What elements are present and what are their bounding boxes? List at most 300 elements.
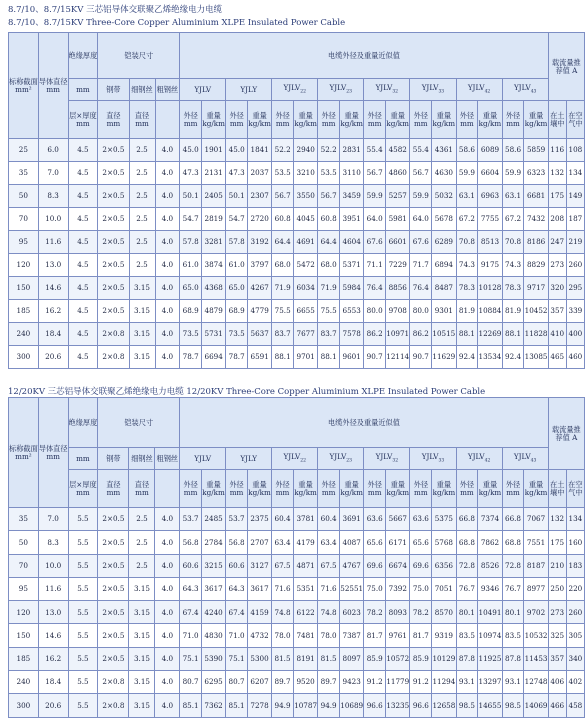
table-cell: 3110 — [340, 162, 364, 185]
table-cell: 95 — [9, 577, 39, 600]
table-cell: 2940 — [294, 139, 318, 162]
header-weight: 重量 kg/km — [524, 101, 548, 139]
table-cell: 4.0 — [155, 254, 180, 277]
table-cell: 357 — [548, 647, 566, 670]
table-cell: 81.5 — [318, 647, 340, 670]
table-cell: 3459 — [340, 185, 364, 208]
header-od-weight: 电缆外径及重量近似值 — [180, 33, 549, 79]
table-cell: 2.5 — [129, 185, 155, 208]
table-cell: 465 — [548, 346, 566, 369]
table-cell: 20.6 — [38, 346, 68, 369]
table-cell: 53.5 — [318, 162, 340, 185]
table-cell: 149 — [566, 185, 584, 208]
table-cell: 5.5 — [68, 577, 98, 600]
table-cell: 4732 — [247, 624, 271, 647]
table-row — [9, 671, 585, 694]
table-row — [9, 508, 585, 531]
table-cell: 7278 — [247, 694, 271, 717]
table-cell: 5.5 — [68, 694, 98, 717]
table-cell: 325 — [548, 624, 566, 647]
table-cell: 4087 — [340, 531, 364, 554]
table-cell: 5981 — [386, 208, 410, 231]
header-model-5: $YJLV_{33}$ — [410, 448, 456, 470]
table-cell: 4045 — [294, 208, 318, 231]
header-armour: 铠装尺寸 — [98, 33, 180, 79]
table-cell: 4.0 — [155, 208, 180, 231]
table-cell: 12114 — [386, 346, 410, 369]
table-cell: 61.0 — [180, 254, 202, 277]
table-cell: 10974 — [478, 624, 502, 647]
table-cell: 45.0 — [180, 139, 202, 162]
table-cell: 2×0.5 — [98, 531, 129, 554]
table-cell: 10532 — [524, 624, 548, 647]
table-cell: 7392 — [386, 577, 410, 600]
table-cell: 81.9 — [456, 300, 478, 323]
table-cell: 13297 — [478, 671, 502, 694]
table-cell: 56.7 — [410, 162, 432, 185]
table1-title-en: 8.7/10、8.7/15KV Three-Core Copper Aluminium XLPE Insulated Power Cable — [8, 18, 346, 28]
table-cell: 466 — [548, 694, 566, 717]
table-cell: 2×0.5 — [98, 624, 129, 647]
table-cell: 96.6 — [410, 694, 432, 717]
table-cell: 12269 — [478, 323, 502, 346]
table-cell: 70 — [9, 554, 39, 577]
table-cell: 54.7 — [226, 208, 248, 231]
table-cell: 4.0 — [155, 624, 180, 647]
table-cell: 78.3 — [502, 277, 524, 300]
table-cell: 6604 — [478, 162, 502, 185]
table-cell: 4582 — [386, 139, 410, 162]
table-cell: 14069 — [524, 694, 548, 717]
table-cell: 4.5 — [68, 277, 98, 300]
table-cell: 47.3 — [226, 162, 248, 185]
table-cell: 210 — [548, 554, 566, 577]
table-cell: 4.5 — [68, 231, 98, 254]
table-cell: 8977 — [524, 577, 548, 600]
table-cell: 16.2 — [38, 647, 68, 670]
table-cell: 50.1 — [180, 185, 202, 208]
table-cell: 5859 — [524, 139, 548, 162]
table-cell: 5667 — [386, 508, 410, 531]
header-model-0: YJLV — [180, 448, 226, 470]
table-cell: 64.4 — [318, 231, 340, 254]
table-cell: 8829 — [524, 254, 548, 277]
table-cell: 2×0.5 — [98, 162, 129, 185]
table-cell: 68.9 — [226, 300, 248, 323]
table-cell: 9601 — [340, 346, 364, 369]
table-cell: 4860 — [386, 162, 410, 185]
table-cell: 5637 — [248, 323, 272, 346]
table-cell: 83.7 — [272, 323, 294, 346]
table-cell: 6323 — [524, 162, 548, 185]
table-cell: 150 — [9, 277, 39, 300]
table-cell: 76.7 — [456, 577, 478, 600]
table-cell: 72.8 — [502, 554, 524, 577]
table2-title: 12/20KV 三芯铝导体交联聚乙烯绝缘电力电缆 12/20KV Three-Core Copper Aluminium XLPE Insulated Power Cable — [8, 387, 486, 397]
table-row — [9, 208, 585, 231]
header-model-3: $YJLV_{23}$ — [318, 79, 364, 101]
header-weight: 重量 kg/km — [478, 470, 502, 508]
header-tape-sub: 层×厚度 mm — [68, 470, 98, 508]
table-cell: 6356 — [432, 554, 456, 577]
table-row — [9, 601, 585, 624]
table-cell: 59.9 — [456, 162, 478, 185]
table-cell: 6122 — [293, 601, 317, 624]
header-insulation: 绝缘厚度 — [68, 398, 98, 448]
header-area: 标称截面 mm² — [9, 398, 39, 508]
table-cell: 4871 — [293, 554, 317, 577]
table-cell: 74.3 — [456, 254, 478, 277]
header-model-1: YJLY — [226, 448, 272, 470]
table-row — [9, 531, 585, 554]
table-cell: 5.5 — [68, 508, 98, 531]
header-weight: 重量 kg/km — [294, 101, 318, 139]
table-cell: 273 — [548, 254, 566, 277]
table-cell: 4.5 — [68, 162, 98, 185]
table-cell: 4830 — [201, 624, 225, 647]
table-cell: 6289 — [432, 231, 456, 254]
table-cell: 90.7 — [410, 346, 432, 369]
table-cell: 9701 — [294, 346, 318, 369]
table-cell: 5.5 — [68, 647, 98, 670]
table-cell: 94.9 — [318, 694, 340, 717]
table-cell: 3127 — [247, 554, 271, 577]
header-weight: 重量 kg/km — [340, 470, 364, 508]
table-cell: 35 — [9, 162, 39, 185]
table-cell: 16.2 — [38, 300, 68, 323]
table-cell: 3617 — [201, 577, 225, 600]
table-cell: 11.6 — [38, 577, 68, 600]
table-cell: 78.0 — [272, 624, 294, 647]
table1-title-cn: 8.7/10、8.7/15KV 三芯铝导体交联聚乙烯绝缘电力电缆 — [8, 5, 223, 15]
header-ampacity: 载流量推荐值 A — [548, 398, 584, 470]
table-cell: 4.0 — [155, 647, 180, 670]
table-cell: 4.5 — [68, 300, 98, 323]
table-row — [9, 694, 585, 717]
header-model-7: $YJLV_{43}$ — [502, 448, 548, 470]
table-cell: 2×0.5 — [98, 577, 129, 600]
table-cell: 120 — [9, 601, 39, 624]
table-cell: 63.1 — [456, 185, 478, 208]
table-cell: 87.8 — [502, 647, 524, 670]
table-cell: 52.2 — [272, 139, 294, 162]
table-cell: 3.15 — [129, 323, 155, 346]
table-cell: 6023 — [340, 601, 364, 624]
table-cell: 4.0 — [155, 531, 180, 554]
table-cell: 4267 — [248, 277, 272, 300]
table-cell: 4.0 — [155, 601, 180, 624]
table-cell: 4.0 — [155, 162, 180, 185]
table-cell: 160 — [566, 531, 584, 554]
table-cell: 1901 — [202, 139, 226, 162]
table-cell: 7362 — [201, 694, 225, 717]
table-cell: 250 — [548, 577, 566, 600]
table-cell: 132 — [548, 508, 566, 531]
table-cell: 2×0.5 — [98, 277, 129, 300]
table-cell: 4361 — [432, 139, 456, 162]
header-od: 外径 mm — [180, 470, 202, 508]
table-cell: 3617 — [247, 577, 271, 600]
header-model-4: $YJLV_{32}$ — [364, 448, 410, 470]
table-cell: 3781 — [293, 508, 317, 531]
table-cell: 11925 — [478, 647, 502, 670]
table-cell: 305 — [566, 624, 584, 647]
table-cell: 10128 — [478, 277, 502, 300]
table-cell: 2×0.5 — [98, 554, 129, 577]
table-cell: 11828 — [524, 323, 548, 346]
table-cell: 5390 — [201, 647, 225, 670]
header-blank — [155, 470, 180, 508]
table-cell: 88.1 — [318, 346, 340, 369]
table-cell: 4.0 — [155, 185, 180, 208]
table2-grid — [8, 397, 585, 718]
table-cell: 260 — [566, 254, 584, 277]
table-cell: 320 — [548, 277, 566, 300]
table-cell: 7862 — [478, 531, 502, 554]
table-cell: 13235 — [386, 694, 410, 717]
header-thick-wire: 粗钢丝 — [155, 448, 180, 470]
table-cell: 4.5 — [68, 185, 98, 208]
table-cell: 3.15 — [129, 277, 155, 300]
table-cell: 68.0 — [318, 254, 340, 277]
table-cell: 83.5 — [456, 624, 478, 647]
table-cell: 64.4 — [272, 231, 294, 254]
header-in-soil: 在土壤中 — [548, 101, 566, 139]
table-cell: 3951 — [340, 208, 364, 231]
header-weight: 重量 kg/km — [340, 101, 364, 139]
table-cell: 273 — [548, 601, 566, 624]
table-cell: 6207 — [247, 671, 271, 694]
table-cell: 4.0 — [155, 231, 180, 254]
table-cell: 3.15 — [129, 346, 155, 369]
table-cell: 55.4 — [364, 139, 386, 162]
header-thick-sub: 直径 mm — [129, 470, 155, 508]
table-cell: 247 — [548, 231, 566, 254]
table-cell: 2819 — [202, 208, 226, 231]
header-model-6: $YJLV_{42}$ — [456, 79, 502, 101]
table-cell: 4.5 — [68, 323, 98, 346]
table-cell: 340 — [566, 647, 584, 670]
table-cell: 81.7 — [410, 624, 432, 647]
table-cell: 5300 — [247, 647, 271, 670]
table-cell: 88.1 — [502, 323, 524, 346]
table-cell: 4.5 — [68, 254, 98, 277]
table-cell: 4.5 — [68, 208, 98, 231]
header-od: 外径 mm — [318, 470, 340, 508]
header-area: 标称截面 mm² — [9, 33, 39, 139]
table-cell: 2×0.5 — [98, 231, 129, 254]
table-cell: 7677 — [294, 323, 318, 346]
table-cell: 240 — [9, 671, 39, 694]
header-thin-wire: 细钢丝 — [129, 79, 155, 101]
table-cell: 73.5 — [226, 323, 248, 346]
header-od: 外径 mm — [364, 470, 386, 508]
table-cell: 6655 — [294, 300, 318, 323]
table-cell: 83.5 — [502, 624, 524, 647]
table-row — [9, 624, 585, 647]
table-cell: 56.7 — [318, 185, 340, 208]
table-cell: 220 — [566, 577, 584, 600]
table-cell: 6591 — [248, 346, 272, 369]
header-thin-wire: 细钢丝 — [129, 448, 155, 470]
table-cell: 67.6 — [364, 231, 386, 254]
table-row — [9, 185, 585, 208]
table-cell: 67.2 — [456, 208, 478, 231]
table-cell: 55.4 — [410, 139, 432, 162]
table-cell: 7481 — [293, 624, 317, 647]
table-cell: 76.4 — [364, 277, 386, 300]
table-cell: 7755 — [478, 208, 502, 231]
table-cell: 53.5 — [272, 162, 294, 185]
header-weight: 重量 kg/km — [202, 101, 226, 139]
table-cell: 69.6 — [364, 554, 386, 577]
table-cell: 4159 — [247, 601, 271, 624]
table-cell: 8856 — [386, 277, 410, 300]
table-cell: 93.1 — [456, 671, 478, 694]
table-cell: 63.4 — [272, 531, 294, 554]
header-od: 外径 mm — [502, 470, 524, 508]
table-cell: 11294 — [432, 671, 456, 694]
table-cell: 9520 — [293, 671, 317, 694]
header-in-air: 在空气中 — [566, 101, 584, 139]
header-od-weight: 电缆外径及重量近似值 — [180, 398, 549, 448]
table-cell: 6681 — [524, 185, 548, 208]
table-cell: 4.0 — [155, 577, 180, 600]
table-cell: 11629 — [432, 346, 456, 369]
header-od: 外径 mm — [180, 101, 202, 139]
table-cell: 10515 — [432, 323, 456, 346]
table-cell: 2×0.5 — [98, 139, 129, 162]
table-cell: 9761 — [386, 624, 410, 647]
table-row — [9, 647, 585, 670]
header-insulation-unit: mm — [68, 79, 98, 101]
header-model-5: $YJLV_{33}$ — [410, 79, 456, 101]
header-conductor: 导体直径 mm — [38, 33, 68, 139]
table-cell: 75.1 — [226, 647, 248, 670]
table-cell: 7578 — [340, 323, 364, 346]
table-cell: 65.6 — [364, 531, 386, 554]
table-cell: 2×0.5 — [98, 185, 129, 208]
table-cell: 60.6 — [180, 554, 202, 577]
header-od: 外径 mm — [318, 101, 340, 139]
table-row — [9, 346, 585, 369]
table-cell: 6089 — [478, 139, 502, 162]
table-cell: 134 — [566, 162, 584, 185]
table-cell: 4779 — [248, 300, 272, 323]
table-cell: 4179 — [293, 531, 317, 554]
table-cell: 185 — [9, 647, 39, 670]
table-cell: 98.5 — [502, 694, 524, 717]
table-cell: 2.5 — [129, 231, 155, 254]
table-cell: 4.5 — [68, 346, 98, 369]
table-cell: 78.0 — [318, 624, 340, 647]
table-cell: 2131 — [202, 162, 226, 185]
table-cell: 87.8 — [456, 647, 478, 670]
table-cell: 2×0.5 — [98, 254, 129, 277]
table-cell: 56.7 — [364, 162, 386, 185]
header-od: 外径 mm — [272, 470, 294, 508]
table-cell: 2×0.5 — [98, 647, 129, 670]
table-cell: 4.0 — [155, 554, 180, 577]
table-cell: 7387 — [340, 624, 364, 647]
table-cell: 14655 — [478, 694, 502, 717]
table-cell: 50 — [9, 531, 39, 554]
table-cell: 80.0 — [364, 300, 386, 323]
table-cell: 260 — [566, 601, 584, 624]
table-cell: 3550 — [294, 185, 318, 208]
table-cell: 94.9 — [272, 694, 294, 717]
table1-grid — [8, 32, 585, 369]
table-cell: 8.3 — [38, 185, 68, 208]
table-cell: 4879 — [202, 300, 226, 323]
table-cell: 3.15 — [129, 671, 155, 694]
table-cell: 60.6 — [226, 554, 248, 577]
header-model-6: $YJLV_{42}$ — [456, 448, 502, 470]
table-cell: 91.2 — [410, 671, 432, 694]
table-cell: 9708 — [386, 300, 410, 323]
table-cell: 65.0 — [180, 277, 202, 300]
table-cell: 5371 — [340, 254, 364, 277]
table-cell: 80.1 — [456, 601, 478, 624]
table-cell: 13.0 — [38, 601, 68, 624]
table-cell: 2405 — [202, 185, 226, 208]
table-cell: 2×0.5 — [98, 508, 129, 531]
table-cell: 69.6 — [410, 554, 432, 577]
table-cell: 5768 — [432, 531, 456, 554]
table-row — [9, 162, 585, 185]
table-cell: 13085 — [524, 346, 548, 369]
table-cell: 3.15 — [129, 601, 155, 624]
table-cell: 68.8 — [456, 531, 478, 554]
table-cell: 65.0 — [226, 277, 248, 300]
table-cell: 52.2 — [318, 139, 340, 162]
table-cell: 20.6 — [38, 694, 68, 717]
table-cell: 12748 — [524, 671, 548, 694]
header-in-air: 在空气中 — [566, 470, 584, 508]
header-weight: 重量 kg/km — [386, 101, 410, 139]
table-cell: 6.0 — [38, 139, 68, 162]
table-cell: 3691 — [340, 508, 364, 531]
header-od: 外径 mm — [502, 101, 524, 139]
table-cell: 5032 — [432, 185, 456, 208]
table-cell: 68.0 — [272, 254, 294, 277]
header-weight: 重量 kg/km — [248, 101, 272, 139]
table-cell: 67.5 — [318, 554, 340, 577]
table-cell: 4.0 — [155, 346, 180, 369]
table-cell: 71.6 — [272, 577, 294, 600]
table-cell: 63.1 — [502, 185, 524, 208]
table-cell: 175 — [548, 531, 566, 554]
table-cell: 6674 — [386, 554, 410, 577]
table-cell: 4.0 — [155, 300, 180, 323]
table-cell: 2707 — [247, 531, 271, 554]
table-cell: 5351 — [293, 577, 317, 600]
table-cell: 78.7 — [180, 346, 202, 369]
header-blank — [155, 101, 180, 139]
table-cell: 7051 — [432, 577, 456, 600]
table-cell: 3.15 — [129, 694, 155, 717]
table-cell: 2.5 — [129, 139, 155, 162]
table-cell: 70.8 — [502, 231, 524, 254]
table-cell: 8.3 — [38, 531, 68, 554]
table-cell: 5.5 — [68, 554, 98, 577]
table-cell: 64.3 — [180, 577, 202, 600]
table-cell: 78.3 — [456, 277, 478, 300]
table-cell: 86.2 — [410, 323, 432, 346]
table-cell: 88.1 — [272, 346, 294, 369]
header-thick-sub: 直径 mm — [129, 101, 155, 139]
table-cell: 8487 — [432, 277, 456, 300]
